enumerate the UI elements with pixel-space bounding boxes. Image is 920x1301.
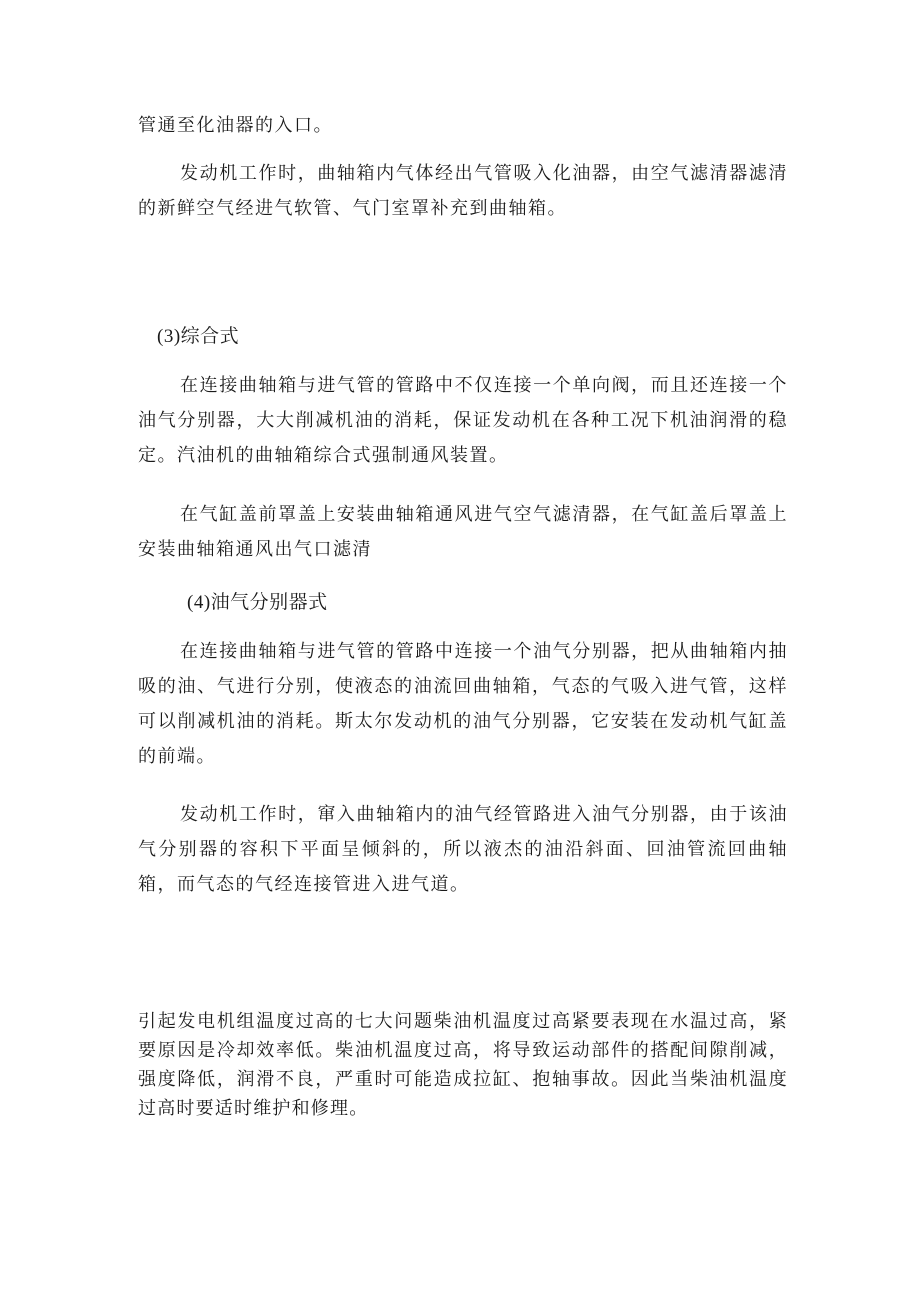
paragraph-separator-operation: 发动机工作时，窜入曲轴箱内的油气经管路进入油气分别器，由于该油气分别器的容积下平面呈倾斜的，所以液杰的油沿斜面、回油管流回曲轴箱，而气态的气经连接管进入进气道。 bbox=[138, 804, 788, 895]
paragraph-intake-pipe: 管通至化油器的入口。 bbox=[138, 115, 333, 136]
paragraph-generator-temperature: 引起发电机组温度过高的七大问题柴油机温度过高紧要表现在水温过高，紧要原因是冷却效率低。柴油机温度过高，将导致运动部件的搭配间隙削减，强度降低，润滑不良，严重时可能造成拉缸、抱轴事故。因此当柴油机温度过高时要适时维护和修理。 bbox=[138, 1011, 788, 1119]
paragraph-cylinder-cover: 在气缸盖前罩盖上安装曲轴箱通风进气空气滤清器，在气缸盖后罩盖上安装曲轴箱通风出气口滤清 bbox=[138, 504, 788, 560]
heading-oil-separator-type: (4)油气分别器式 bbox=[187, 592, 328, 613]
heading-combined-type: (3)综合式 bbox=[157, 326, 240, 347]
paragraph-combined-type: 在连接曲轴箱与进气管的管路中不仅连接一个单向阀，而且还连接一个油气分别器，大大削减机油的消耗，保证发动机在各种工况下机油润滑的稳定。汽油机的曲轴箱综合式强制通风装置。 bbox=[138, 375, 788, 466]
paragraph-oil-separator: 在连接曲轴箱与进气管的管路中连接一个油气分别器，把从曲轴箱内抽吸的油、气进行分别，使液态的油流回曲轴箱，气态的气吸入进气管，这样可以削减机油的消耗。斯太尔发动机的油气分别器，它安装在发动机气缸盖的前端。 bbox=[138, 641, 788, 767]
paragraph-engine-operation: 发动机工作时，曲轴箱内气体经出气管吸入化油器，由空气滤清器滤清的新鲜空气经进气软管、气门室罩补充到曲轴箱。 bbox=[138, 163, 788, 219]
